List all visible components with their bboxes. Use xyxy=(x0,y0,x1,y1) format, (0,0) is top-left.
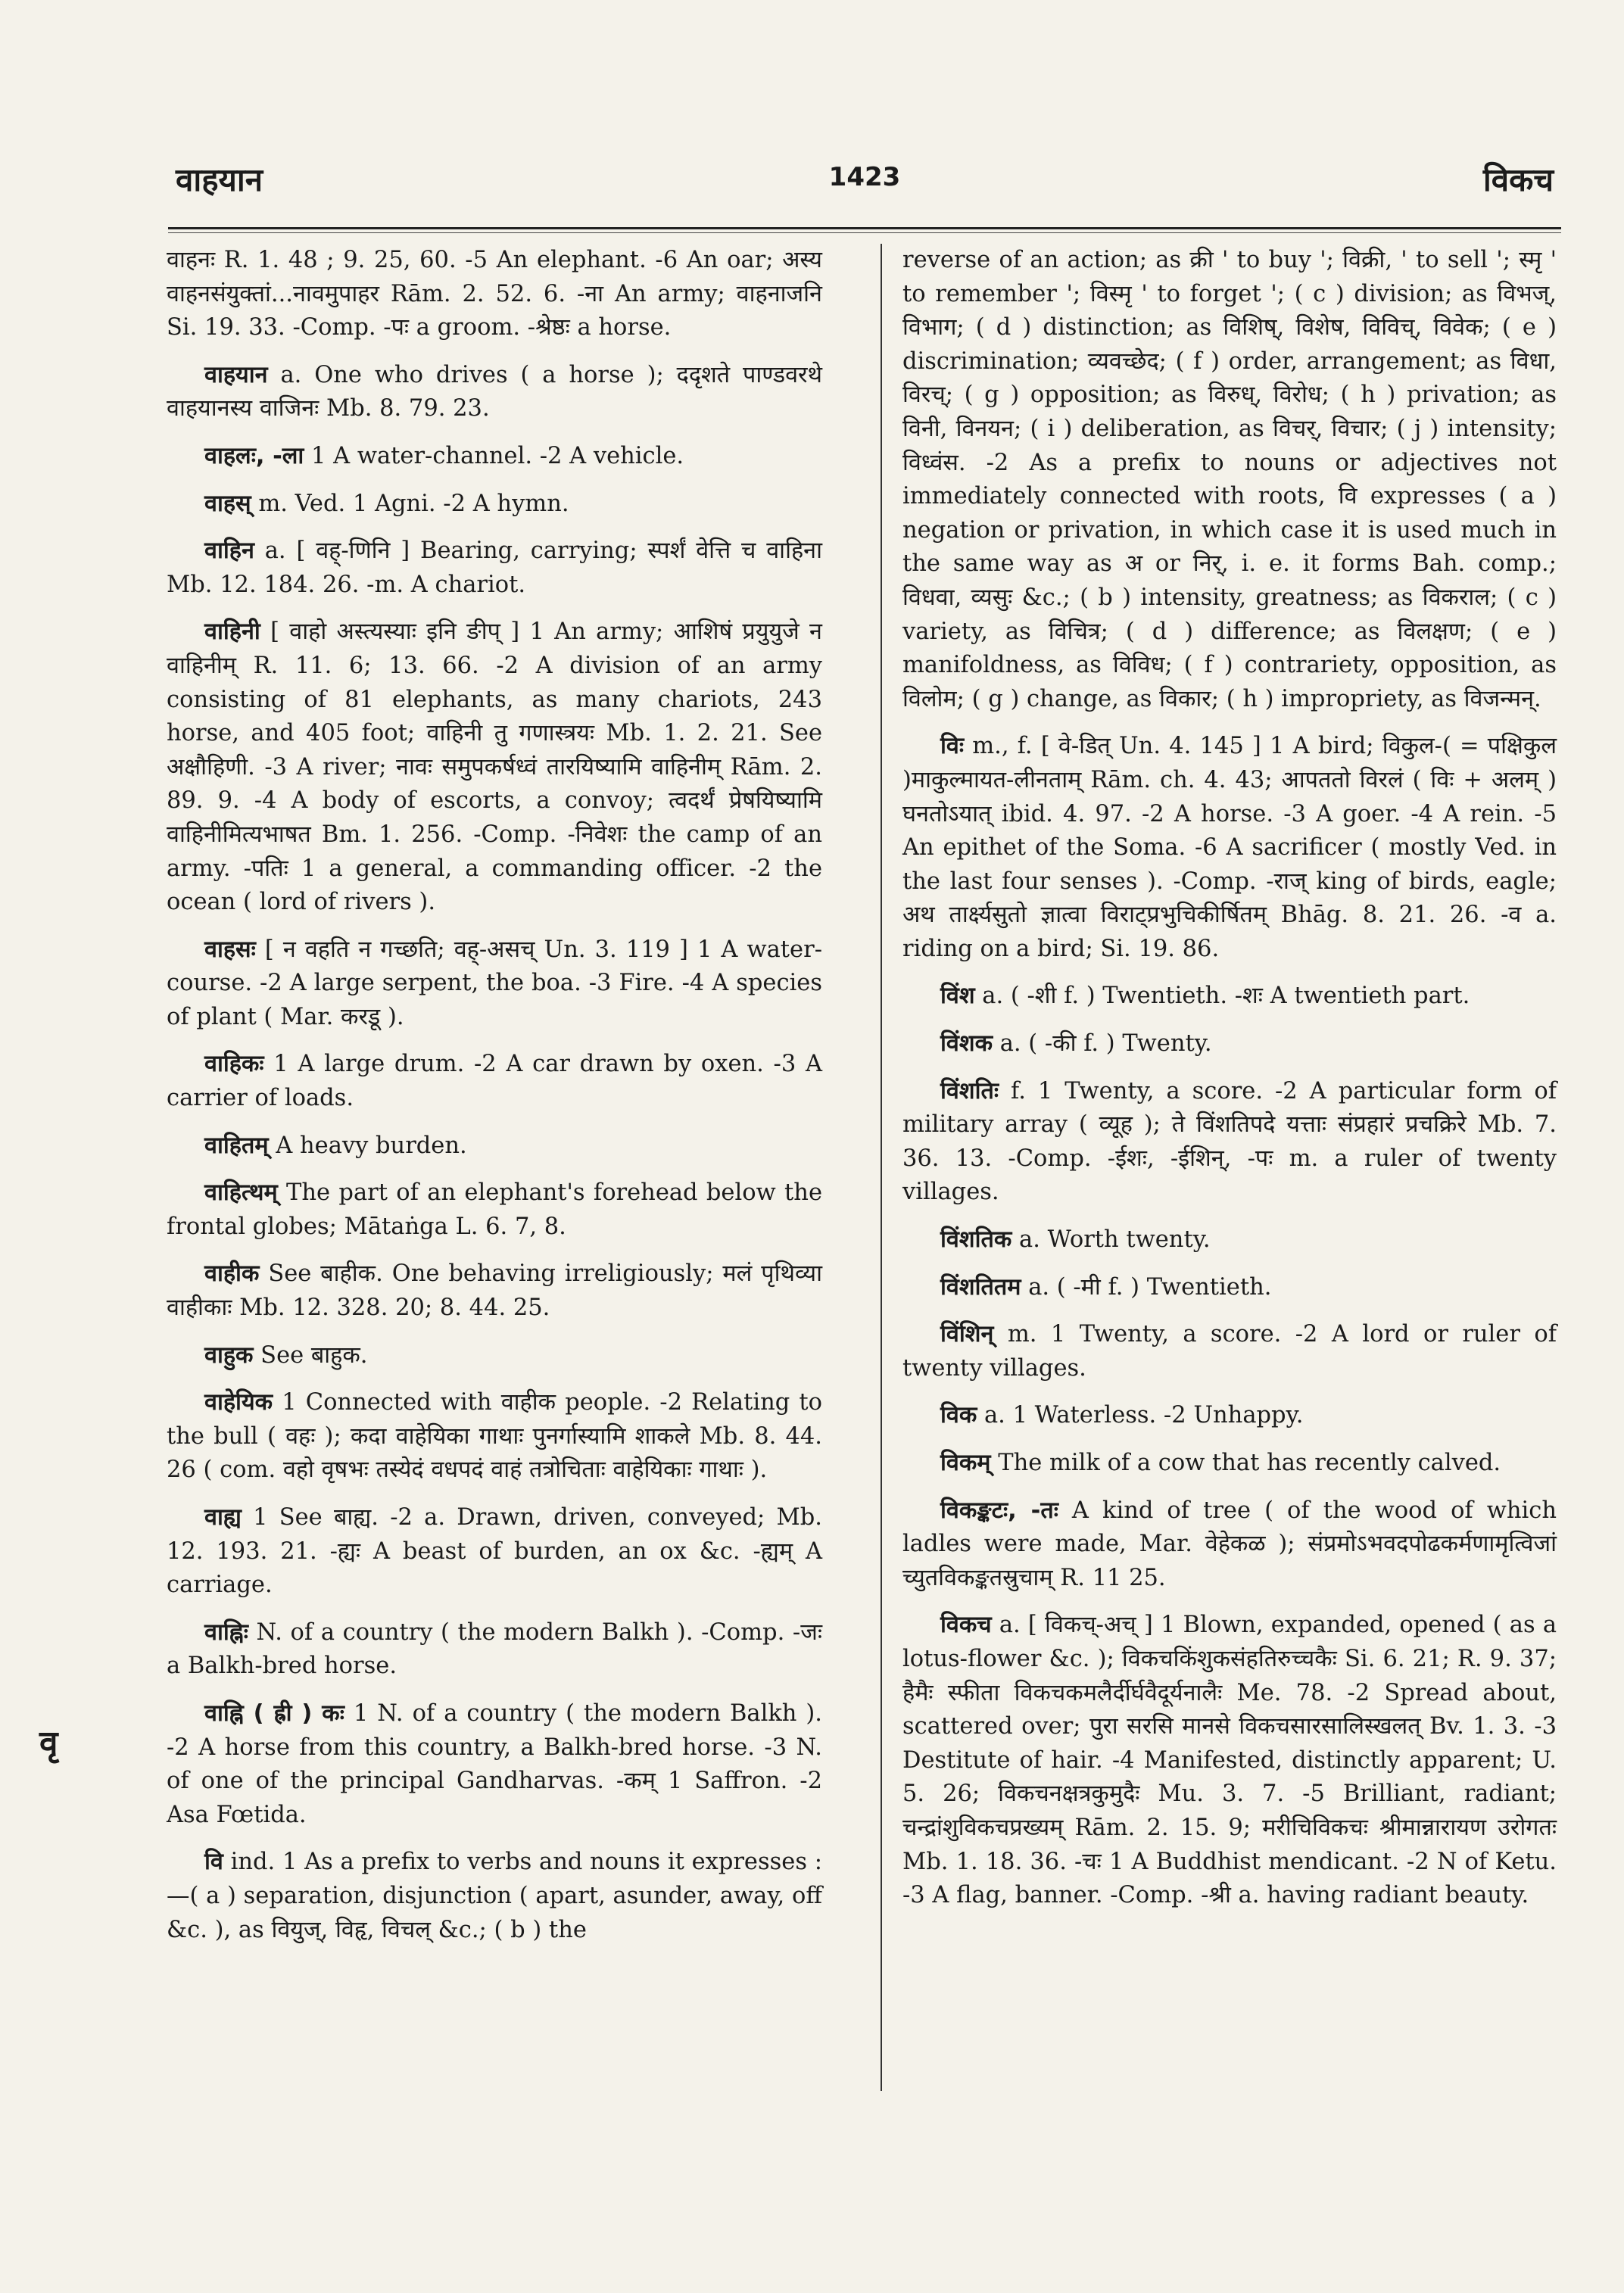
dictionary-entry xyxy=(167,488,822,522)
entry-definition: [ वाहो अस्त्यस्याः इनि ङीप् ] 1 An army; आशिषं प्रयुयुजे न वाहिनीम् R. 11. 6; 13. 66. -2 A division of an army consisting of 81 elephants, as many chariots, 243 horse, and 405 foot; वाहिनी तु गणास्त्रयः Mb. 1. 2. 21. See अक्षौहिणी. -3 A river; नावः समुपकर्षध्वं तारयिष्यामि वाहिनीम् Rām. 2. 89. 9. -4 A body of escorts, a convoy; त्वदर्थं प्रेषयिष्यामि वाहिनीमित्यभाषत Bm. 1. 256. -Comp. -निवेशः the camp of an army. -पतिः 1 a general, a commanding officer. -2 the ocean ( lord of rivers ). xyxy=(167,618,822,916)
entry-definition: 1 Connected with वाहीक people. -2 Relating to the bull ( वहः ); कदा वाहेयिका गाथाः पुनर्गास्यामि शाकले Mb. 8. 44. 26 ( com. वहो वृषभः तस्येदं वधपदं वाहं तत्रोचिताः वाहेयिकाः गाथाः ). xyxy=(167,1389,822,1484)
headword: विंशिन् xyxy=(940,1321,994,1348)
dictionary-entry xyxy=(902,1399,1557,1433)
dictionary-entry xyxy=(167,933,822,1035)
entry-definition: a. One who drives ( a horse ); ददृशते पाण्डवरथे वाहयानस्य वाजिनः Mb. 8. 79. 23. xyxy=(167,361,822,422)
dictionary-entry xyxy=(167,1846,822,1947)
entry-definition: f. 1 Twenty, a score. -2 A particular form of military array ( व्यूह ); ते विंशतिपदे यत्ताः संप्रहारं प्रचक्रिरे Mb. 7. 36. 13. -Comp. -ईशः, -ईशिन्, -पः m. a ruler of twenty villages. xyxy=(902,1077,1557,1206)
dictionary-entry xyxy=(902,730,1557,966)
entry-definition: m. 1 Twenty, a score. -2 A lord or ruler of twenty villages. xyxy=(902,1321,1557,1382)
headword: विंशतिः xyxy=(940,1077,999,1104)
headword: वाहसः xyxy=(204,936,256,963)
column-divider xyxy=(881,244,882,2091)
headword: विकच xyxy=(940,1612,992,1639)
headword: वाहेयिक xyxy=(204,1389,273,1416)
headword: वाहुक xyxy=(204,1341,254,1369)
entry-definition: a. [ विकच्-अच् ] 1 Blown, expanded, opened ( as a lotus-flower &c. ); विकचकिंशुकसंहतिरुच्चकैः Si. 6. 21; R. 9. 37; हैमैः स्फीता विकचकमलैर्दीर्घवैदूर्यनालैः Me. 78. -2 Spread about, scattered over; पुरा सरसि मानसे विकचसारसालिस्खलत् Bv. 1. 3. -3 Destitute of hair. -4 Manifested, distinctly apparent; U. 5. 26; विकचनक्षत्रकुमुदैः Mu. 3. 7. -5 Brilliant, radiant; चन्द्रांशुविकचप्रख्यम् Rām. 2. 15. 9; मरीचिविकचः श्रीमान्नारायण उरोगतः Mb. 1. 18. 36. -चः 1 A Buddhist mendicant. -2 N of Ketu. -3 A flag, banner. -Comp. -श्री a. having radiant beauty. xyxy=(902,1612,1557,1909)
headword: वाह्निः xyxy=(204,1618,248,1646)
headword: विंशतितम xyxy=(940,1273,1021,1301)
page-header xyxy=(176,157,1554,210)
entry-definition: 1 A large drum. -2 A car drawn by oxen. -3 A carrier of loads. xyxy=(167,1051,822,1112)
headword: वाहित्थम् xyxy=(204,1179,278,1207)
dictionary-entry xyxy=(167,244,822,345)
headword: विंशक xyxy=(940,1030,993,1058)
header-first-word: वाहयान xyxy=(176,161,263,198)
header-rule xyxy=(168,227,1561,229)
entry-definition: a. ( -शी f. ) Twentieth. -शः A twentieth part. xyxy=(974,983,1470,1010)
headword: वाहितम् xyxy=(204,1132,269,1159)
header-last-word: विकच xyxy=(1482,161,1554,198)
entry-definition: N. of a country ( the modern Balkh ). -Comp. -जः a Balkh-bred horse. xyxy=(167,1618,822,1680)
headword: वाहीक xyxy=(204,1260,260,1288)
dictionary-entry xyxy=(167,1697,822,1832)
entry-definition: a. ( -मी f. ) Twentieth. xyxy=(1021,1273,1272,1301)
dictionary-entry xyxy=(167,359,822,426)
dictionary-entry xyxy=(167,440,822,474)
headword: वाहिनी xyxy=(204,618,260,646)
entry-definition: [ न वहति न गच्छति; वह्-असच् Un. 3. 119 ] 1 A water-course. -2 A large serpent, the boa. -3 Fire. -4 A species of plant ( Mar. करडू ). xyxy=(167,936,822,1030)
entry-definition: A kind of tree ( of the wood of which ladles were made, Mar. वेहेकळ ); संप्रमोऽभवदपोढकर्मणामृत्विजां च्युतविकङ्कतस्रुचाम् R. 11 25. xyxy=(902,1497,1557,1591)
dictionary-entry xyxy=(902,980,1557,1014)
entry-definition: a. [ वह्-णिनि ] Bearing, carrying; स्पर्शं वेत्ति च वाहिना Mb. 12. 184. 26. -m. A chariot. xyxy=(167,537,822,598)
entry-definition: A heavy burden. xyxy=(268,1132,467,1159)
entry-definition: See बाहुक. xyxy=(253,1341,368,1369)
dictionary-entry xyxy=(167,1176,822,1244)
header-rule-thin xyxy=(168,232,1561,233)
entry-definition: वाहनः R. 1. 48 ; 9. 25, 60. -5 An elephant. -6 An oar; अस्य वाहनसंयुक्तां...नावमुपाहर Rām. 2. 52. 6. -ना An army; वाहनाजनि Si. 19. 33. -Comp. -पः a groom. -श्रेष्ठः a horse. xyxy=(167,247,822,341)
headword: विकम् xyxy=(940,1450,991,1476)
right-column xyxy=(902,244,1557,1927)
headword: विक xyxy=(940,1402,977,1429)
page-number: 1423 xyxy=(828,162,901,192)
dictionary-entry xyxy=(902,1318,1557,1385)
headword: वाहिकः xyxy=(204,1051,264,1078)
dictionary-entry xyxy=(167,534,822,602)
headword: विंशतिक xyxy=(940,1226,1012,1254)
dictionary-entry xyxy=(167,1501,822,1603)
entry-definition: The milk of a cow that has recently calved. xyxy=(990,1450,1501,1476)
entry-definition: ind. 1 As a prefix to verbs and nouns it expresses :—( a ) separation, disjunction ( apart, asunder, away, off &c. ), as वियुज्, विहृ, विचल् &c.; ( b ) the xyxy=(167,1849,822,1943)
dictionary-entry xyxy=(167,1048,822,1115)
dictionary-entry xyxy=(167,1386,822,1488)
margin-thumb-index: वृ xyxy=(39,1724,58,1762)
headword: वाह्य xyxy=(204,1504,242,1531)
dictionary-entry xyxy=(902,1609,1557,1912)
headword: वाहस् xyxy=(204,490,251,517)
entry-definition: The part of an elephant's forehead below the frontal globes; Mātaṅga L. 6. 7, 8. xyxy=(167,1179,822,1240)
entry-definition: See बाहीक. One behaving irreligiously; मलं पृथिव्या वाहीकाः Mb. 12. 328. 20; 8. 44. 25. xyxy=(167,1260,822,1322)
headword: वाहिन xyxy=(204,537,254,565)
entry-definition: m., f. [ वे-डित् Un. 4. 145 ] 1 A bird; विकुल-( = पक्षिकुल )माकुल्मायत-लीनताम् Rām. ch. 4. 43; आपततो विरलं ( विः + अलम् ) घनतोऽयात् ibid. 4. 97. -2 A horse. -3 A goer. -4 A rein. -5 An epithet of the Soma. -6 A sacrificer ( mostly Ved. in the last four senses ). -Comp. -राज् king of birds, eagle; अथ तार्क्ष्यसुतो ज्ञात्वा विराट्प्रभुचिकीर्षितम् Bhāg. 8. 21. 26. -व a. riding on a bird; Si. 19. 86. xyxy=(902,733,1557,962)
headword: विंश xyxy=(940,983,975,1010)
entry-definition: m. Ved. 1 Agni. -2 A hymn. xyxy=(251,490,569,517)
dictionary-entry xyxy=(902,1075,1557,1210)
headword: वाहयान xyxy=(204,361,268,388)
headword: वाहलः, -ला xyxy=(204,442,304,469)
dictionary-entry xyxy=(167,615,822,919)
dictionary-entry xyxy=(902,1223,1557,1257)
dictionary-entry xyxy=(902,1494,1557,1596)
left-column xyxy=(167,244,822,1961)
entry-definition: a. 1 Waterless. -2 Unhappy. xyxy=(977,1402,1304,1429)
dictionary-entry xyxy=(167,1616,822,1684)
headword: विकङ्कटः, -तः xyxy=(940,1497,1058,1524)
entry-definition: reverse of an action; as क्री ' to buy '; विक्री, ' to sell '; स्मृ ' to remember '; विस्मृ ' to forget '; ( c ) division; as विभज्, विभाग; ( d ) distinction; as विशिष्, विशेष, विविच्, विवेक; ( e ) discrimination; व्यवच्छेद; ( f ) order, arrangement; as विधा, विरच्; ( g ) opposition; as विरुध्, विरोध; ( h ) privation; as विनी, विनयन; ( i ) deliberation, as विचर्, विचार; ( j ) intensity; विध्वंस. -2 As a prefix to nouns or adjectives not immediately connected with roots, वि expresses ( a ) negation or privation, in which case it is used much in the same way as अ or निर्, i. e. it forms Bah. comp.; विधवा, व्यसुः &c.; ( b ) intensity, greatness; as विकराल; ( c ) variety, as विचित्र; ( d ) difference; as विलक्षण; ( e ) manifoldness, as विविध; ( f ) contrariety, opposition, as विलोम; ( g ) change, as विकार; ( h ) impropriety, as विजन्मन्. xyxy=(902,247,1557,712)
headword: वाह्नि ( ह्री ) कः xyxy=(204,1699,344,1727)
headword: विः xyxy=(940,733,965,760)
dictionary-entry xyxy=(167,1257,822,1325)
entry-definition: 1 See बाह्य. -2 a. Drawn, driven, conveyed; Mb. 12. 193. 21. -ह्यः A beast of burden, an ox &c. -ह्यम् A carriage. xyxy=(167,1504,822,1599)
dictionary-entry xyxy=(902,1271,1557,1305)
dictionary-entry xyxy=(902,244,1557,716)
dictionary-entry xyxy=(167,1129,822,1164)
entry-definition: a. ( -की f. ) Twenty. xyxy=(993,1030,1212,1058)
entry-definition: a. Worth twenty. xyxy=(1011,1226,1211,1254)
headword: वि xyxy=(204,1849,223,1876)
entry-definition: 1 N. of a country ( the modern Balkh ). -2 A horse from this country, a Balkh-bred horse. -3 N. of one of the principal Gandharvas. -कम् 1 Saffron. -2 Asa Fœtida. xyxy=(167,1699,823,1828)
dictionary-entry xyxy=(902,1447,1557,1481)
dictionary-entry xyxy=(167,1339,822,1373)
entry-definition: 1 A water-channel. -2 A vehicle. xyxy=(304,442,684,469)
dictionary-entry xyxy=(902,1027,1557,1061)
